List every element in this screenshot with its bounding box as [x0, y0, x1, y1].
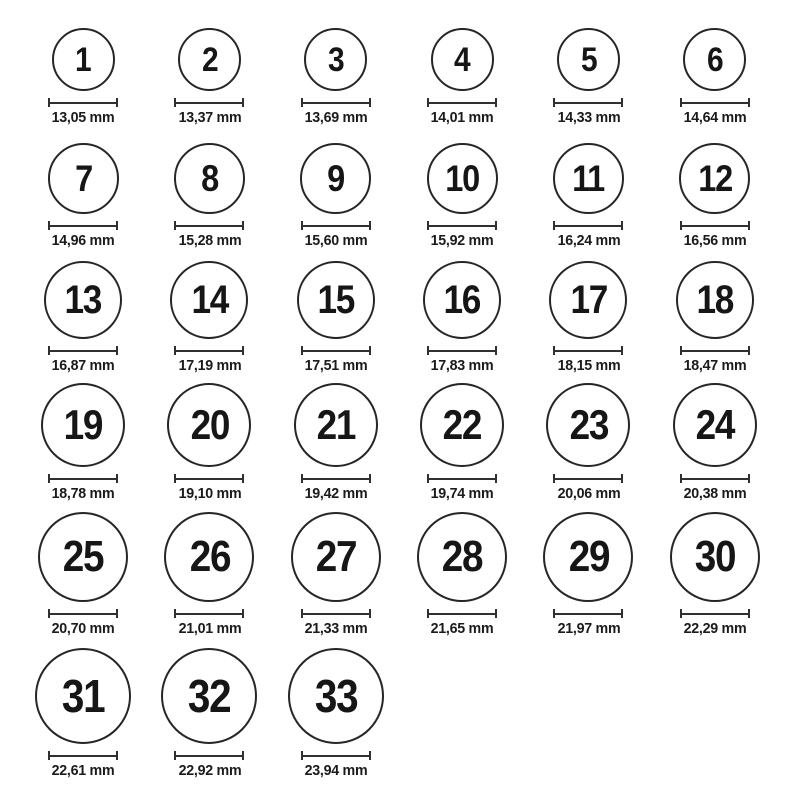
ring-size-item: [399, 0, 525, 126]
chart-row-5: [20, 502, 778, 637]
diameter-measure-line: [174, 346, 244, 355]
ring-size-item: [652, 0, 778, 126]
ring-size-item: [273, 374, 399, 502]
ring-circle: [291, 512, 381, 602]
ring-size-item: [525, 502, 651, 637]
diameter-measure-line: [48, 609, 118, 618]
diameter-measure-line: [174, 221, 244, 230]
diameter-measure-line: [301, 221, 371, 230]
ring-circle: [549, 261, 627, 339]
ring-circle: [670, 512, 760, 602]
ring-size-number: 1: [75, 40, 91, 79]
ring-size-item: [525, 0, 651, 126]
ring-size-number: 10: [445, 158, 479, 199]
diameter-measure-line: [48, 751, 118, 760]
diameter-measure-line: [553, 221, 623, 230]
ring-size-item: [399, 374, 525, 502]
ring-size-number: 33: [314, 670, 358, 722]
diameter-label: 17,83 mm: [430, 357, 494, 374]
ring-circle: [297, 261, 375, 339]
diameter-label: 14,01 mm: [430, 109, 494, 126]
diameter-measure-line: [427, 221, 497, 230]
ring-size-item: [146, 0, 272, 126]
ring-size-number: 12: [698, 158, 732, 199]
ring-size-item: [20, 249, 146, 374]
diameter-label: 18,78 mm: [51, 485, 115, 502]
ring-size-number: 4: [454, 40, 470, 79]
diameter-measure-line: [553, 474, 623, 483]
chart-row-3: [20, 249, 778, 374]
ring-size-number: 5: [580, 40, 597, 79]
ring-size-item: [652, 502, 778, 637]
diameter-label: 15,92 mm: [430, 232, 494, 249]
ring-circle: [288, 648, 384, 744]
ring-size-item: [273, 637, 399, 779]
ring-size-number: 3: [328, 40, 344, 79]
diameter-label: 23,94 mm: [304, 762, 368, 779]
ring-circle: [300, 143, 371, 214]
diameter-label: 14,64 mm: [683, 109, 747, 126]
ring-size-number: 31: [61, 670, 105, 722]
ring-circle: [167, 383, 251, 467]
ring-size-number: 16: [443, 278, 481, 322]
ring-size-number: 9: [327, 158, 345, 199]
diameter-label: 13,69 mm: [304, 109, 368, 126]
ring-size-number: 11: [572, 158, 605, 199]
diameter-label: 14,33 mm: [557, 109, 620, 126]
ring-size-item: [20, 374, 146, 502]
ring-size-item: [399, 126, 525, 249]
ring-circle: [420, 383, 504, 467]
diameter-measure-line: [48, 474, 118, 483]
ring-size-item: [20, 0, 146, 126]
ring-size-item: [146, 374, 272, 502]
diameter-measure-line: [174, 98, 244, 107]
diameter-label: 15,60 mm: [304, 232, 368, 249]
ring-circle: [546, 383, 630, 467]
diameter-label: 17,19 mm: [178, 357, 241, 374]
diameter-measure-line: [301, 474, 371, 483]
diameter-label: 15,28 mm: [178, 232, 241, 249]
diameter-label: 19,74 mm: [430, 485, 494, 502]
diameter-measure-line: [680, 346, 750, 355]
diameter-label: 18,15 mm: [557, 357, 620, 374]
diameter-measure-line: [174, 474, 244, 483]
diameter-label: 20,70 mm: [51, 620, 115, 637]
ring-size-item: [525, 126, 651, 249]
ring-size-item: [273, 0, 399, 126]
diameter-measure-line: [427, 98, 497, 107]
diameter-measure-line: [427, 346, 497, 355]
ring-circle: [304, 28, 367, 91]
ring-size-number: 27: [315, 532, 357, 581]
ring-circle: [676, 261, 754, 339]
diameter-label: 21,33 mm: [304, 620, 368, 637]
diameter-label: 22,61 mm: [51, 762, 115, 779]
ring-size-item: [146, 249, 272, 374]
ring-size-item: [399, 249, 525, 374]
diameter-label: 19,10 mm: [178, 485, 241, 502]
diameter-measure-line: [553, 609, 623, 618]
diameter-label: 21,01 mm: [178, 620, 241, 637]
ring-size-item: [652, 374, 778, 502]
ring-circle: [48, 143, 119, 214]
ring-size-item: [146, 126, 272, 249]
ring-circle: [553, 143, 624, 214]
chart-row-2: [20, 126, 778, 249]
ring-circle: [431, 28, 494, 91]
diameter-measure-line: [680, 221, 750, 230]
diameter-measure-line: [553, 346, 623, 355]
ring-size-number: 2: [201, 40, 218, 79]
diameter-label: 21,97 mm: [557, 620, 620, 637]
ring-circle: [52, 28, 115, 91]
diameter-measure-line: [301, 751, 371, 760]
diameter-label: 16,87 mm: [51, 357, 115, 374]
ring-size-number: 18: [696, 278, 734, 322]
ring-size-item: [20, 126, 146, 249]
diameter-label: 20,06 mm: [557, 485, 620, 502]
ring-size-item: [146, 637, 272, 779]
ring-circle: [427, 143, 498, 214]
diameter-measure-line: [48, 98, 118, 107]
ring-size-number: 32: [188, 670, 231, 722]
diameter-measure-line: [48, 221, 118, 230]
diameter-measure-line: [48, 346, 118, 355]
diameter-label: 14,96 mm: [51, 232, 115, 249]
ring-circle: [557, 28, 620, 91]
diameter-measure-line: [680, 474, 750, 483]
diameter-measure-line: [174, 751, 244, 760]
ring-size-item: [399, 502, 525, 637]
ring-circle: [294, 383, 378, 467]
diameter-label: 16,56 mm: [683, 232, 747, 249]
ring-size-number: 7: [74, 158, 92, 199]
ring-circle: [38, 512, 128, 602]
ring-circle: [178, 28, 241, 91]
ring-size-item: [20, 637, 146, 779]
ring-size-number: 19: [63, 401, 103, 448]
diameter-label: 20,38 mm: [683, 485, 747, 502]
ring-size-number: 15: [317, 278, 355, 322]
diameter-measure-line: [553, 98, 623, 107]
diameter-measure-line: [174, 609, 244, 618]
ring-circle: [683, 28, 746, 91]
ring-size-number: 13: [64, 278, 102, 322]
diameter-label: 17,51 mm: [304, 357, 368, 374]
ring-size-item: [652, 126, 778, 249]
diameter-measure-line: [301, 98, 371, 107]
ring-circle: [170, 261, 248, 339]
ring-size-item: [273, 502, 399, 637]
diameter-label: 16,24 mm: [557, 232, 620, 249]
diameter-label: 18,47 mm: [683, 357, 747, 374]
ring-circle: [44, 261, 122, 339]
ring-size-item: [146, 502, 272, 637]
ring-circle: [164, 512, 254, 602]
diameter-label: 22,92 mm: [178, 762, 241, 779]
diameter-measure-line: [680, 609, 750, 618]
diameter-label: 13,05 mm: [51, 109, 115, 126]
ring-size-item: [20, 502, 146, 637]
chart-row-6: [20, 637, 778, 779]
ring-size-item: [652, 249, 778, 374]
ring-size-number: 25: [62, 532, 104, 581]
ring-circle: [543, 512, 633, 602]
ring-size-number: 29: [568, 532, 609, 581]
ring-size-number: 20: [190, 401, 229, 448]
ring-size-number: 17: [570, 278, 607, 322]
ring-circle: [41, 383, 125, 467]
ring-circle: [161, 648, 257, 744]
diameter-measure-line: [427, 474, 497, 483]
ring-circle: [174, 143, 245, 214]
ring-size-item: [273, 249, 399, 374]
ring-size-number: 22: [442, 401, 482, 448]
diameter-label: 19,42 mm: [304, 485, 368, 502]
ring-size-item: [273, 126, 399, 249]
diameter-measure-line: [427, 609, 497, 618]
ring-size-item: [525, 249, 651, 374]
ring-size-number: 21: [316, 401, 356, 448]
ring-circle: [35, 648, 131, 744]
chart-row-4: [20, 374, 778, 502]
ring-size-number: 30: [694, 532, 736, 581]
ring-circle: [417, 512, 507, 602]
ring-size-number: 26: [189, 532, 230, 581]
ring-size-number: 14: [191, 278, 228, 322]
diameter-measure-line: [680, 98, 750, 107]
chart-row-1: [20, 0, 778, 126]
ring-size-number: 8: [201, 158, 218, 199]
diameter-label: 13,37 mm: [178, 109, 241, 126]
diameter-measure-line: [301, 346, 371, 355]
ring-circle: [673, 383, 757, 467]
ring-circle: [423, 261, 501, 339]
ring-size-number: 28: [441, 532, 483, 581]
ring-size-number: 24: [695, 401, 735, 448]
diameter-measure-line: [301, 609, 371, 618]
ring-size-number: 23: [569, 401, 608, 448]
diameter-label: 22,29 mm: [683, 620, 747, 637]
ring-circle: [679, 143, 750, 214]
ring-size-item: [525, 374, 651, 502]
ring-size-number: 6: [707, 40, 723, 79]
diameter-label: 21,65 mm: [430, 620, 494, 637]
